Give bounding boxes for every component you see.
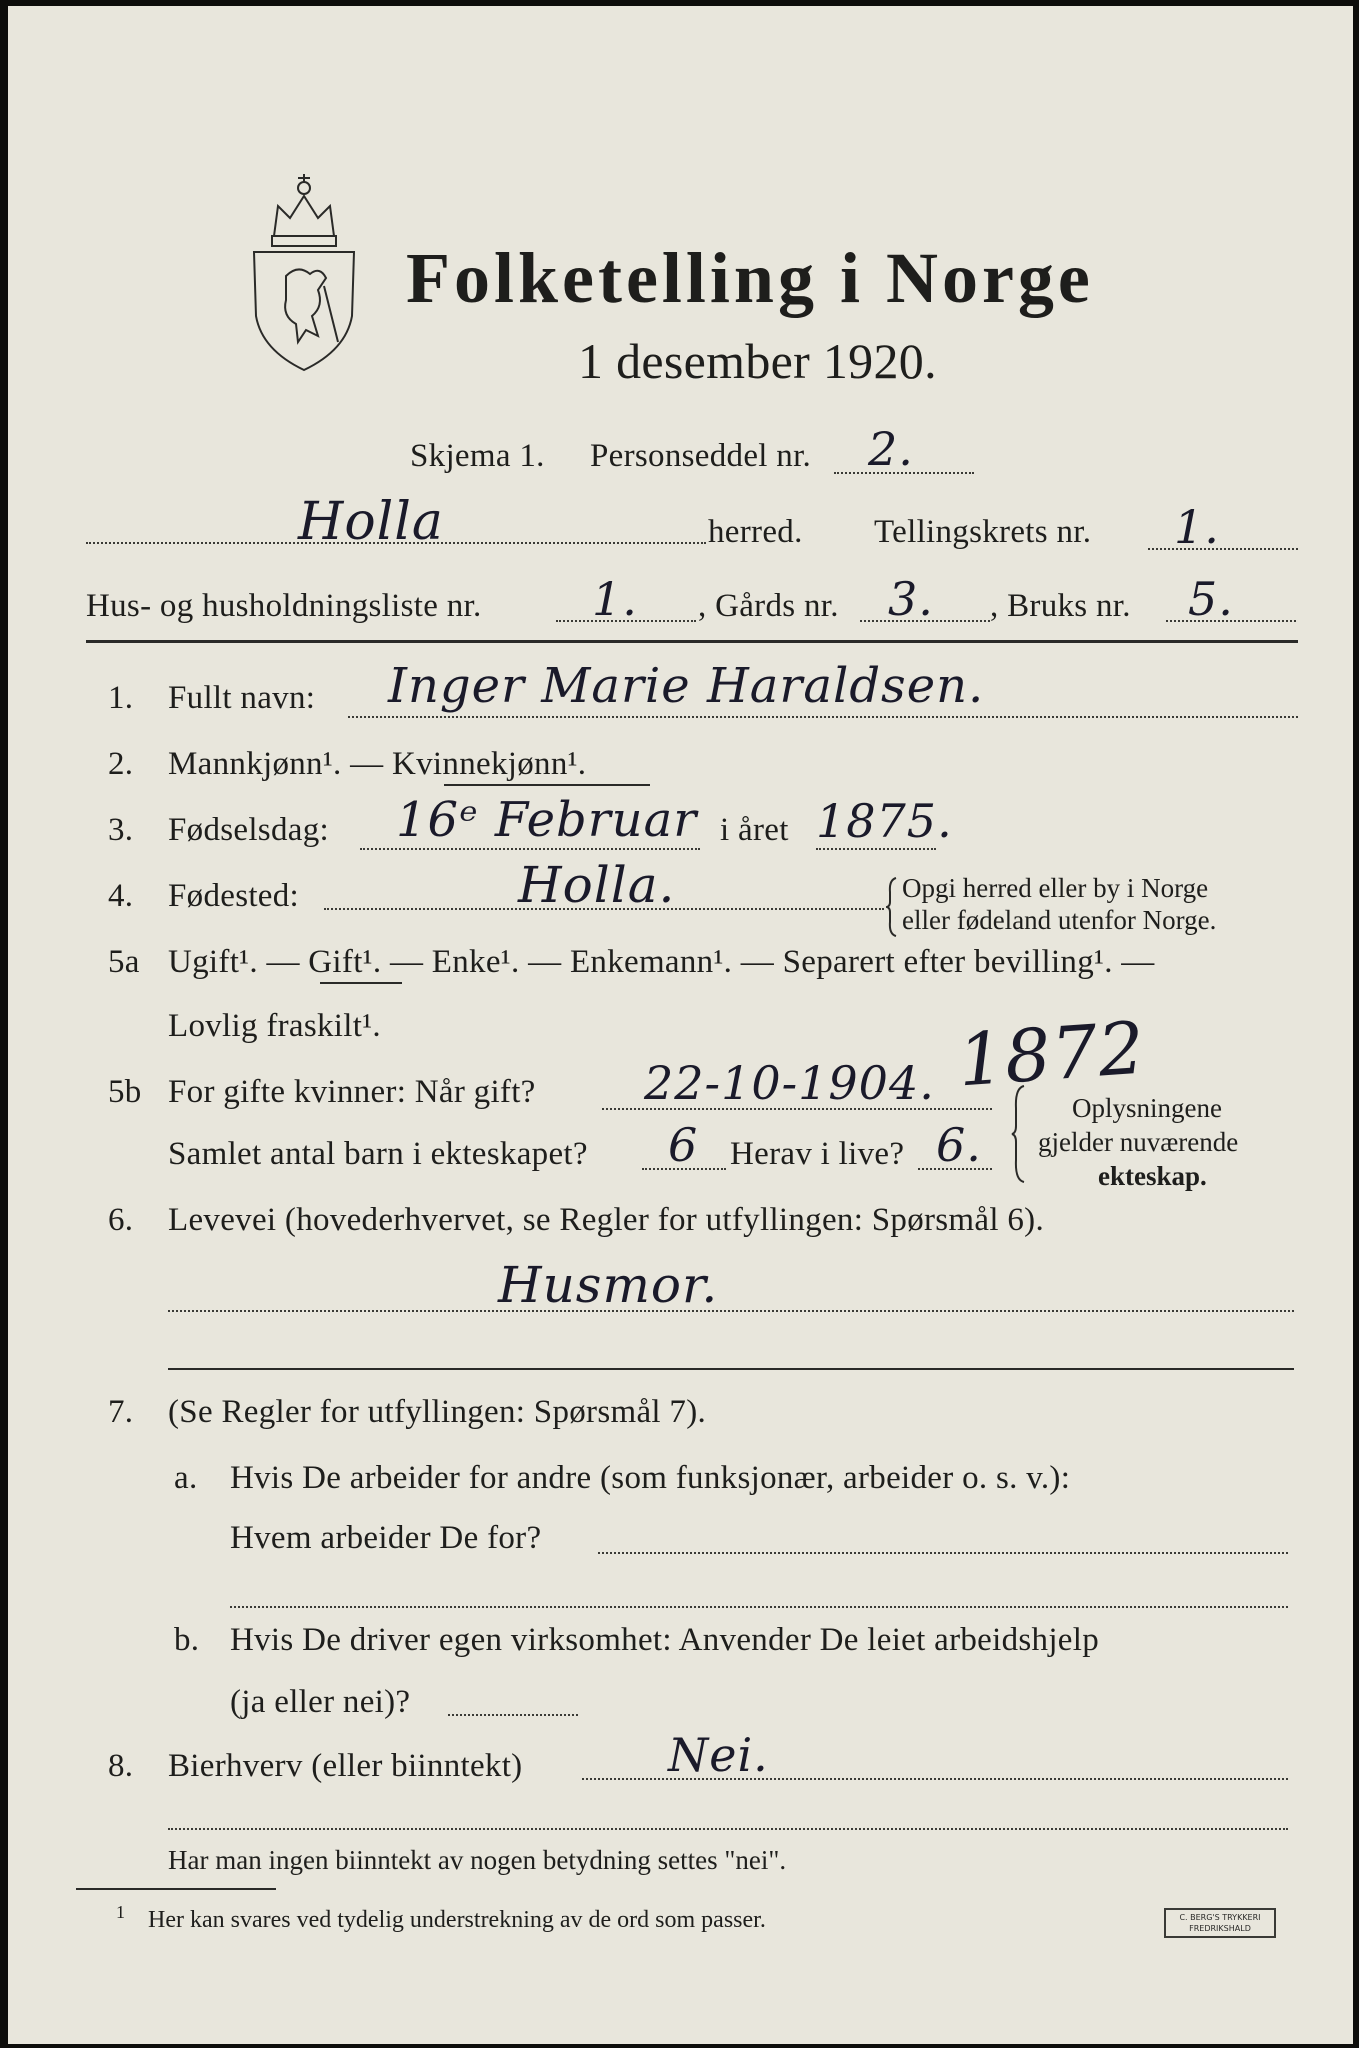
q5b-alive-label: Herav i live? [730, 1136, 905, 1172]
gards-value: 3. [888, 572, 934, 626]
bruks-label: , Bruks nr. [990, 588, 1131, 624]
q7a-line-1: Hvis De arbeider for andre (som funksjonær, arbeider o. s. v.): [230, 1460, 1071, 1496]
q7a-answer-line-2 [230, 1606, 1288, 1608]
q3-year: 1875. [816, 794, 953, 848]
q4-note-1: Opgi herred eller by i Norge [902, 873, 1209, 903]
tellingskrets-value: 1. [1174, 500, 1220, 554]
q6-line-1 [168, 1310, 1294, 1312]
bruks-value: 5. [1188, 572, 1234, 626]
q7a-number: a. [174, 1460, 198, 1496]
tellingskrets-label: Tellingskrets nr. [874, 514, 1092, 550]
q5b-note-2: gjelder nuværende [1038, 1127, 1239, 1157]
q4-number: 4. [108, 878, 134, 914]
skjema-label: Skjema 1. [410, 438, 545, 474]
q6-line-2 [168, 1368, 1294, 1370]
q5a-number: 5a [108, 944, 140, 980]
q6-label: Levevei (hovederhvervet, se Regler for utfyllingen: Spørsmål 6). [168, 1202, 1045, 1238]
form-title: Folketelling i Norge [406, 238, 1094, 318]
q5b-children: 6 [668, 1118, 699, 1172]
q7-number: 7. [108, 1394, 134, 1430]
q4-note-brace-icon [886, 876, 900, 938]
personseddel-label: Personseddel nr. [590, 438, 812, 474]
stamp-line-1: C. BERG'S TRYKKERI [1179, 1913, 1261, 1922]
header-divider [86, 640, 1298, 643]
q5b-value: 22-10-1904. [644, 1056, 935, 1110]
q5a-line-1: Ugift¹. — Gift¹. — Enke¹. — Enkemann¹. — Separert efter bevilling¹. — [168, 944, 1155, 980]
q1-line [348, 716, 1298, 718]
norway-coat-of-arms-icon [246, 166, 362, 376]
q5b-label: For gifte kvinner: Når gift? [168, 1074, 536, 1110]
herred-value: Holla [298, 492, 444, 552]
q3-number: 3. [108, 812, 134, 848]
q1-value: Inger Marie Haraldsen. [388, 658, 985, 714]
gards-label: , Gårds nr. [698, 588, 839, 624]
q8-label: Bierhverv (eller biinntekt) [168, 1748, 523, 1784]
q4-note-2: eller fødeland utenfor Norge. [902, 905, 1217, 935]
q8-value: Nei. [668, 1728, 769, 1782]
q4-value: Holla. [518, 856, 676, 914]
q8-number: 8. [108, 1748, 134, 1784]
q5a-margin-note: 1872 [955, 1005, 1148, 1103]
q2-underline [444, 784, 650, 786]
q7-label: (Se Regler for utfyllingen: Spørsmål 7). [168, 1394, 707, 1430]
husholdning-label: Hus- og husholdningsliste nr. [86, 588, 482, 624]
q5b-note-brace-icon [1010, 1084, 1028, 1184]
q5b-note-1: Oplysningene [1072, 1093, 1222, 1123]
census-date: 1 desember 1920. [578, 333, 937, 389]
q7b-number: b. [174, 1622, 200, 1658]
q7a-line-2: Hvem arbeider De for? [230, 1520, 542, 1556]
q5a-gift-underline [320, 982, 402, 984]
q7b-answer-line [448, 1714, 578, 1716]
q7b-line-1: Hvis De driver egen virksomhet: Anvender De leiet arbeidshjelp [230, 1622, 1100, 1658]
footnote-mark: 1 [116, 1902, 125, 1922]
q3-value: 16ᵉ Februar [396, 792, 698, 848]
q3-line [360, 848, 700, 850]
q5a-line-2: Lovlig fraskilt¹. [168, 1008, 381, 1044]
q5b-note-3: ekteskap. [1098, 1161, 1207, 1191]
herred-label: herred. [708, 514, 803, 550]
q3-label: Fødselsdag: [168, 812, 329, 848]
printer-stamp [1164, 1908, 1276, 1938]
census-form [8, 6, 1353, 2044]
personseddel-value: 2. [868, 422, 914, 476]
q8-answer-line-2 [168, 1828, 1288, 1830]
q5b-number: 5b [108, 1074, 142, 1110]
q1-label: Fullt navn: [168, 680, 316, 716]
stamp-line-2: FREDRIKSHALD [1189, 1924, 1251, 1933]
q8-note: Har man ingen biinntekt av nogen betydning settes "nei". [168, 1845, 787, 1875]
q1-number: 1. [108, 680, 134, 716]
q5b-children-label: Samlet antal barn i ekteskapet? [168, 1136, 588, 1172]
q2-number: 2. [108, 746, 134, 782]
tellingskrets-line [1148, 548, 1298, 550]
footnote-text: Her kan svares ved tydelig understrekning av de ord som passer. [148, 1907, 766, 1933]
q6-number: 6. [108, 1202, 134, 1238]
q7b-line-2: (ja eller nei)? [230, 1684, 411, 1720]
q5b-alive: 6. [936, 1118, 982, 1172]
q3-year-line [816, 848, 936, 850]
husholdning-value: 1. [592, 572, 638, 626]
footnote-divider [76, 1888, 276, 1890]
q3-year-label: i året [720, 812, 789, 848]
q6-value: Husmor. [498, 1256, 719, 1314]
q4-label: Fødested: [168, 878, 300, 914]
q7a-answer-line-1 [598, 1552, 1288, 1554]
q2-label: Mannkjønn¹. — Kvinnekjønn¹. [168, 746, 587, 782]
